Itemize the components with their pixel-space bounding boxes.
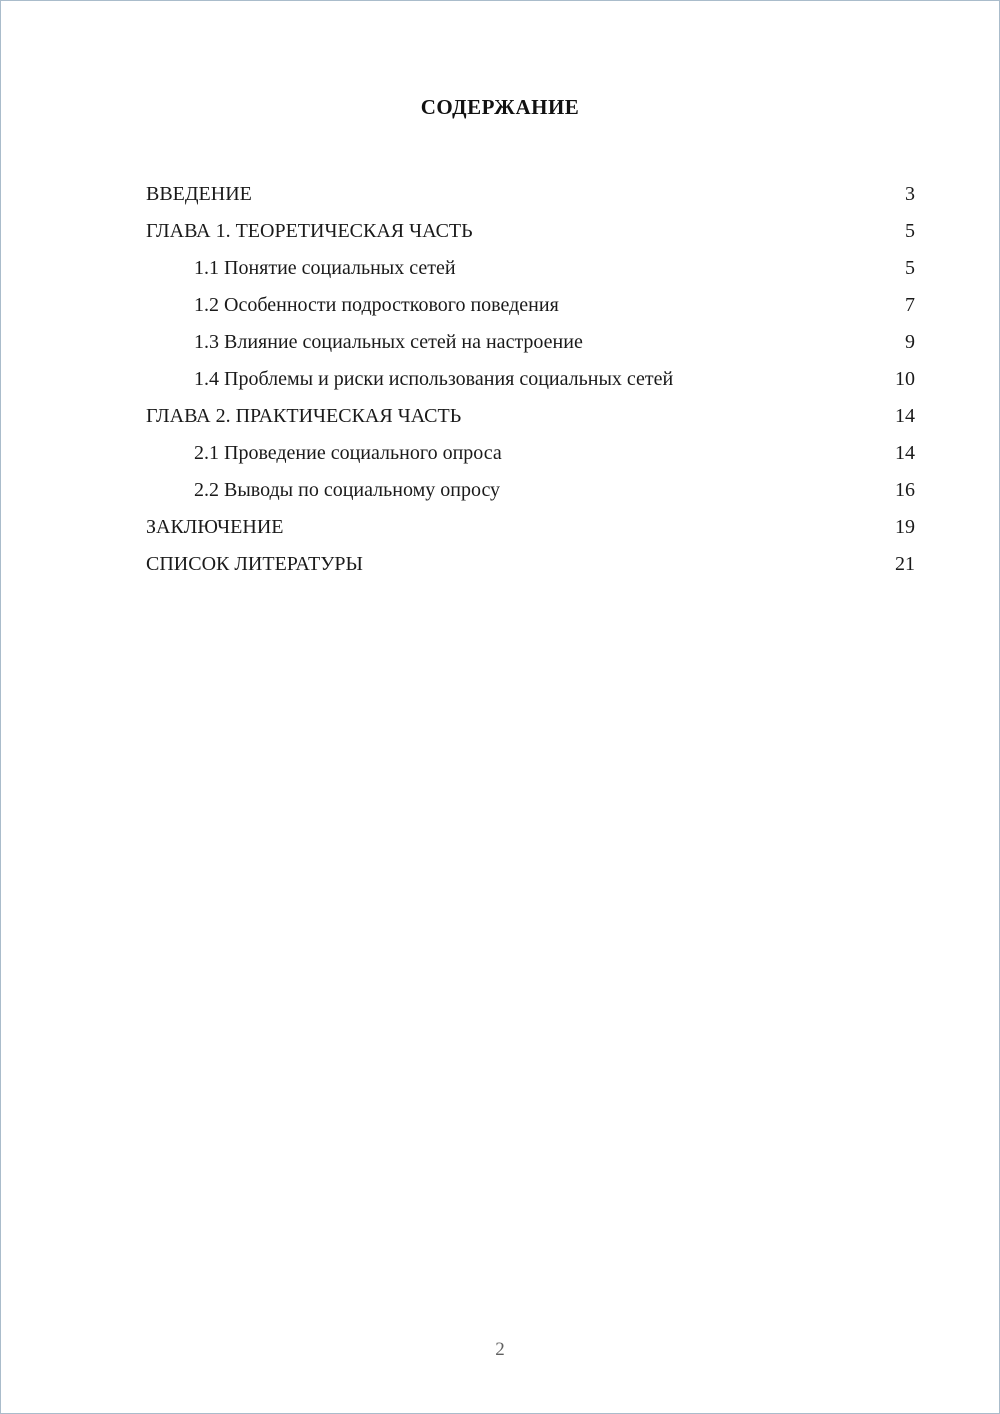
toc-entry (146, 287, 915, 324)
toc-entry (146, 361, 915, 398)
toc-entry-page: 3 (905, 183, 915, 205)
toc-entry-label: ГЛАВА 2. ПРАКТИЧЕСКАЯ ЧАСТЬ (146, 405, 462, 427)
page-number: 2 (495, 1339, 505, 1360)
toc-entry-label: 1.2 Особенности подросткового поведения (194, 294, 559, 316)
toc-entry-label: ГЛАВА 1. ТЕОРЕТИЧЕСКАЯ ЧАСТЬ (146, 220, 473, 242)
toc-entry-label: 2.2 Выводы по социальному опросу (194, 479, 501, 501)
toc-entry (146, 324, 915, 361)
toc-entry-page: 21 (895, 553, 915, 575)
toc-entry-page: 10 (895, 368, 915, 390)
toc-entry-page: 16 (895, 479, 915, 501)
toc-entry (146, 435, 915, 472)
toc-entry (146, 250, 915, 287)
toc-entry-label: СПИСОК ЛИТЕРАТУРЫ (146, 553, 363, 575)
toc-entry-label: 2.1 Проведение социального опроса (194, 442, 502, 464)
toc-entry (146, 176, 915, 213)
toc-entry-page: 14 (895, 442, 915, 464)
toc-entry (146, 546, 915, 583)
table-of-contents (146, 176, 915, 583)
toc-entry-page: 9 (905, 331, 915, 353)
toc-entry (146, 213, 915, 250)
toc-entry-page: 14 (895, 405, 915, 427)
toc-entry-page: 5 (905, 220, 915, 242)
toc-entry-page: 7 (905, 294, 915, 316)
toc-entry-label: 1.1 Понятие социальных сетей (194, 257, 456, 279)
page-title: СОДЕРЖАНИЕ (420, 95, 580, 119)
toc-entry (146, 509, 915, 546)
toc-entry-page: 5 (905, 257, 915, 279)
toc-entry-label: 1.3 Влияние социальных сетей на настроение (194, 331, 583, 353)
toc-entry-page: 19 (895, 516, 915, 538)
toc-entry (146, 472, 915, 509)
toc-entry-label: 1.4 Проблемы и риски использования социальных сетей (194, 368, 674, 390)
toc-entry (146, 398, 915, 435)
toc-entry-label: ЗАКЛЮЧЕНИЕ (146, 516, 284, 538)
toc-entry-label: ВВЕДЕНИЕ (146, 183, 252, 205)
